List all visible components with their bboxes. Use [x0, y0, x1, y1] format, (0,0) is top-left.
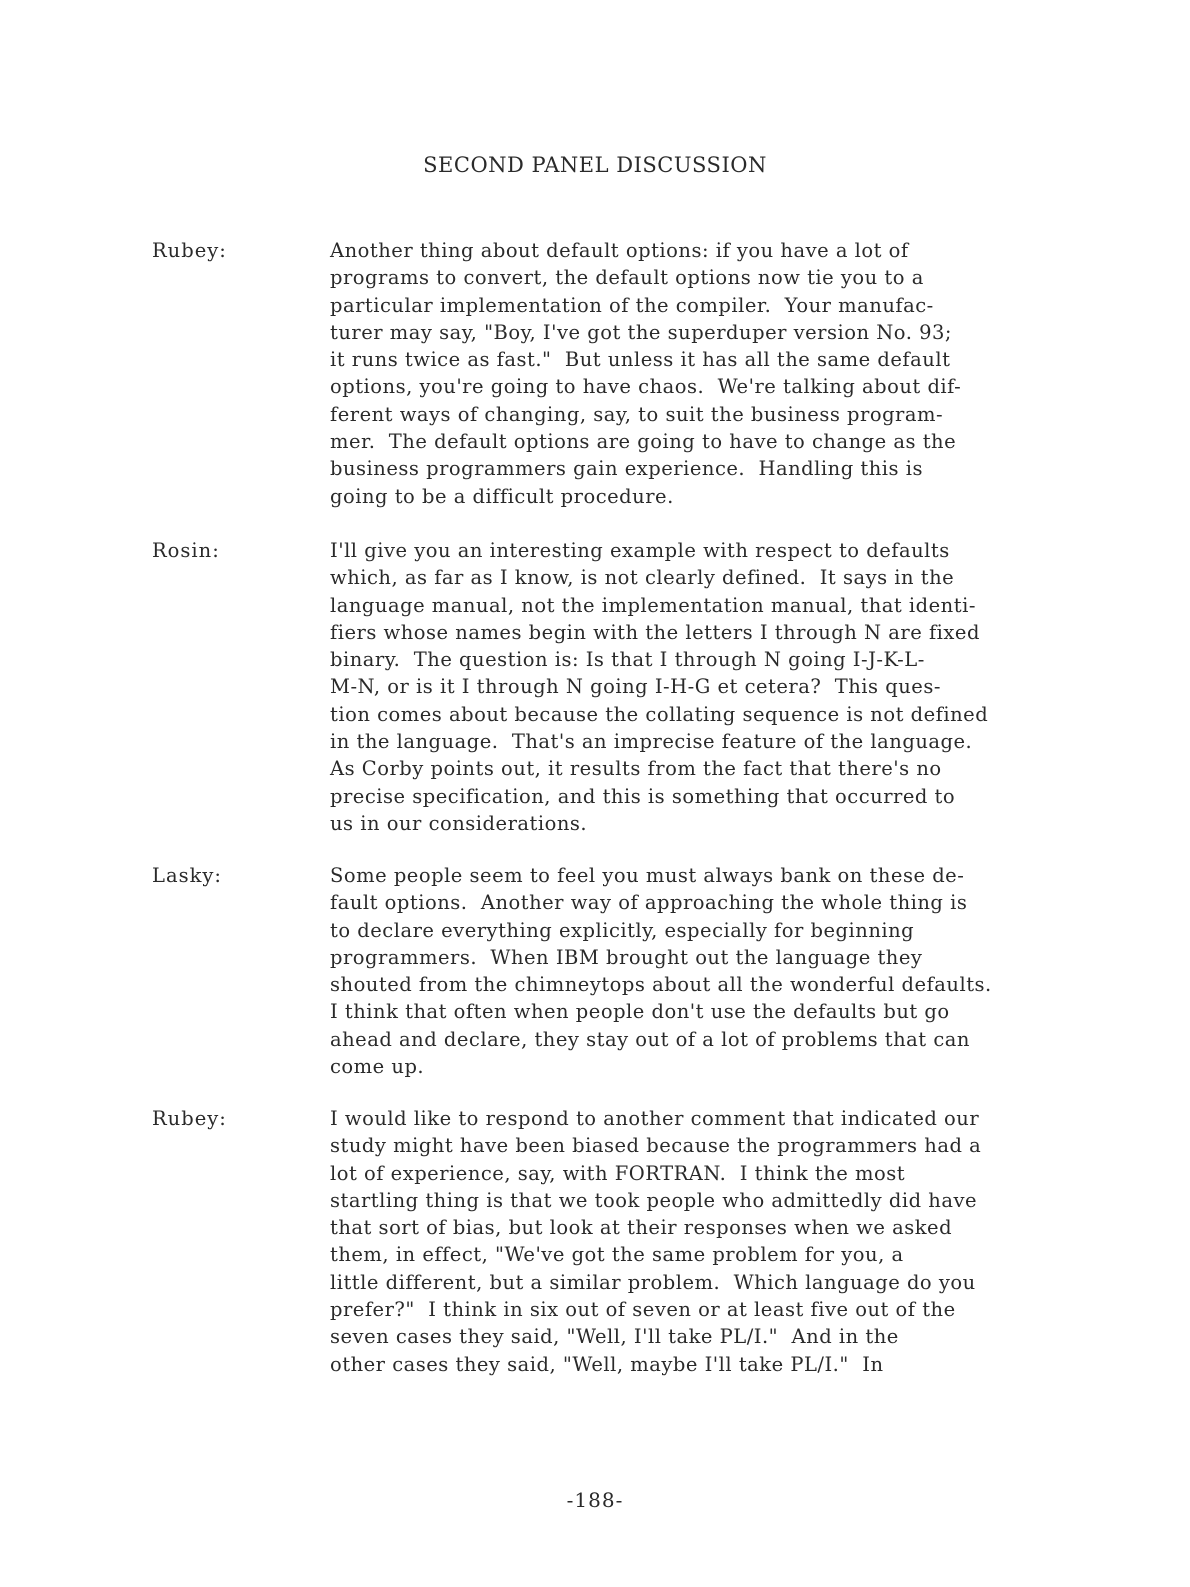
text-line: language manual, not the implementation manual, that identi- [330, 593, 976, 617]
speaker-name: Rosin: [152, 539, 220, 562]
text-line: seven cases they said, "Well, I'll take PL/I." And in the [330, 1325, 899, 1349]
text-line: mer. The default options are going to have to change as the [330, 430, 957, 454]
text-line: binary. The question is: Is that I through N going I-J-K-L- [330, 648, 925, 672]
text-line: shouted from the chimneytops about all the wonderful defaults. [330, 973, 992, 997]
text-line: that sort of bias, but look at their responses when we asked [330, 1216, 953, 1240]
text-line: tion comes about because the collating sequence is not defined [330, 702, 989, 726]
text-line: business programmers gain experience. Handling this is [330, 457, 923, 481]
text-line: lot of experience, say, with FORTRAN. I think the most [330, 1161, 906, 1185]
text-line: fault options. Another way of approaching the whole thing is [330, 891, 968, 915]
speaker-name: Rubey: [152, 239, 227, 262]
text-line: Some people seem to feel you must always bank on these de- [330, 864, 965, 887]
text-line: turer may say, "Boy, I've got the superduper version No. 93; [330, 320, 952, 344]
text-line: particular implementation of the compiler. Your manufac- [330, 293, 934, 317]
text-line: ahead and declare, they stay out of a lot of problems that can [330, 1027, 970, 1051]
page-number: -188- [566, 1488, 624, 1512]
text-line: them, in effect, "We've got the same problem for you, a [330, 1243, 904, 1267]
speaker-name: Lasky: [152, 864, 222, 887]
text-line: I'll give you an interesting example with respect to defaults [330, 539, 950, 562]
text-line: Another thing about default options: if you have a lot of [330, 239, 909, 262]
text-line: programs to convert, the default options now tie you to a [330, 266, 924, 290]
entry-text [330, 862, 992, 1080]
text-line: us in our considerations. [330, 811, 588, 835]
page-title: SECOND PANEL DISCUSSION [423, 153, 767, 177]
speaker-name: Rubey: [152, 1107, 227, 1130]
text-line: other cases they said, "Well, maybe I'll take PL/I." In [330, 1352, 884, 1376]
entry-text [330, 237, 961, 510]
text-line: it runs twice as fast." But unless it has all the same default [330, 348, 951, 372]
text-line: which, as far as I know, is not clearly defined. It says in the [330, 566, 955, 590]
text-line: options, you're going to have chaos. We're talking about dif- [330, 375, 962, 399]
text-line: startling thing is that we took people who admittedly did have [330, 1188, 978, 1212]
text-line: As Corby points out, it results from the fact that there's no [330, 757, 942, 781]
text-line: programmers. When IBM brought out the language they [330, 945, 923, 969]
text-line: fiers whose names begin with the letters I through N are fixed [330, 620, 980, 644]
text-line: study might have been biased because the programmers had a [330, 1134, 982, 1158]
text-line: I would like to respond to another comment that indicated our [330, 1107, 980, 1130]
text-line: M-N, or is it I through N going I-H-G et cetera? This ques- [330, 675, 941, 699]
entry-text [330, 1105, 981, 1378]
text-line: ferent ways of changing, say, to suit the business program- [330, 402, 944, 426]
entry-text [330, 537, 988, 837]
text-line: I think that often when people don't use the defaults but go [330, 1000, 950, 1024]
text-line: to declare everything explicitly, especially for beginning [330, 918, 915, 942]
text-line: precise specification, and this is something that occurred to [330, 784, 956, 808]
text-line: little different, but a similar problem. Which language do you [330, 1270, 976, 1294]
text-line: come up. [330, 1055, 425, 1079]
text-line: in the language. That's an imprecise feature of the language. [330, 730, 973, 754]
text-line: prefer?" I think in six out of seven or at least five out of the [330, 1298, 956, 1322]
text-line: going to be a difficult procedure. [330, 484, 674, 508]
